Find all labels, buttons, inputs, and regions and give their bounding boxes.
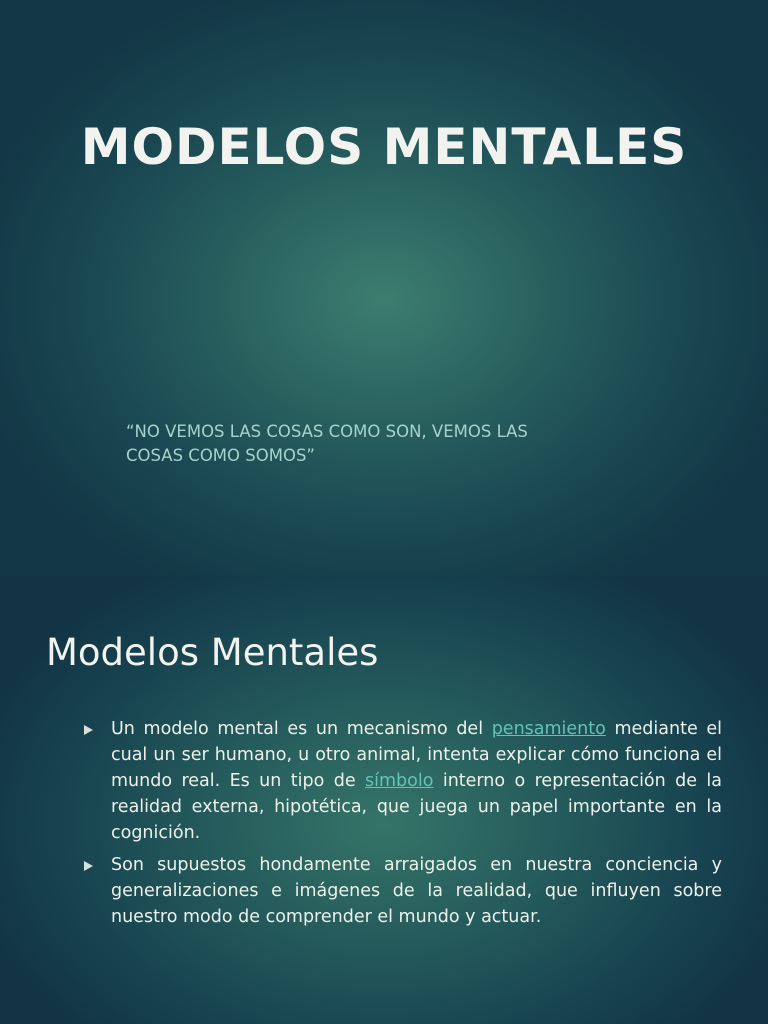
pensamiento-link[interactable]: pensamiento [491,719,606,739]
bullet-text-part: Un modelo mental es un mecanismo del [111,719,492,739]
simbolo-link[interactable]: símbolo [365,771,434,791]
content-title: Modelos Mentales [46,631,379,674]
quote-line-1: “NO VEMOS LAS COSAS COMO SON, VEMOS LAS [126,422,528,441]
triangle-bullet-icon [84,861,93,871]
bullet-text-part: mediante el cual un ser humano, u otro animal, intenta explicar cómo funciona el mundo real. Es un tipo de [111,719,722,791]
slide-quote [126,420,616,468]
bullet-item-assumptions [84,852,722,930]
triangle-bullet-icon [84,725,93,735]
bullet-list [84,716,722,936]
bullet-text: Son supuestos hondamente arraigados en nuestra conciencia y generalizaciones e imágenes de la realidad, que influyen sobre nuestro modo de comprender el mundo y actuar. [111,855,722,927]
bullet-item-definition [84,716,722,846]
slide-content [0,576,768,1024]
slide-main-title: MODELOS MENTALES [80,118,688,176]
quote-line-2: COSAS COMO SOMOS” [126,446,315,465]
bullet-text-part: interno o representación de la realidad externa, hipotética, que juega un papel importante en la cognición. [111,771,723,843]
